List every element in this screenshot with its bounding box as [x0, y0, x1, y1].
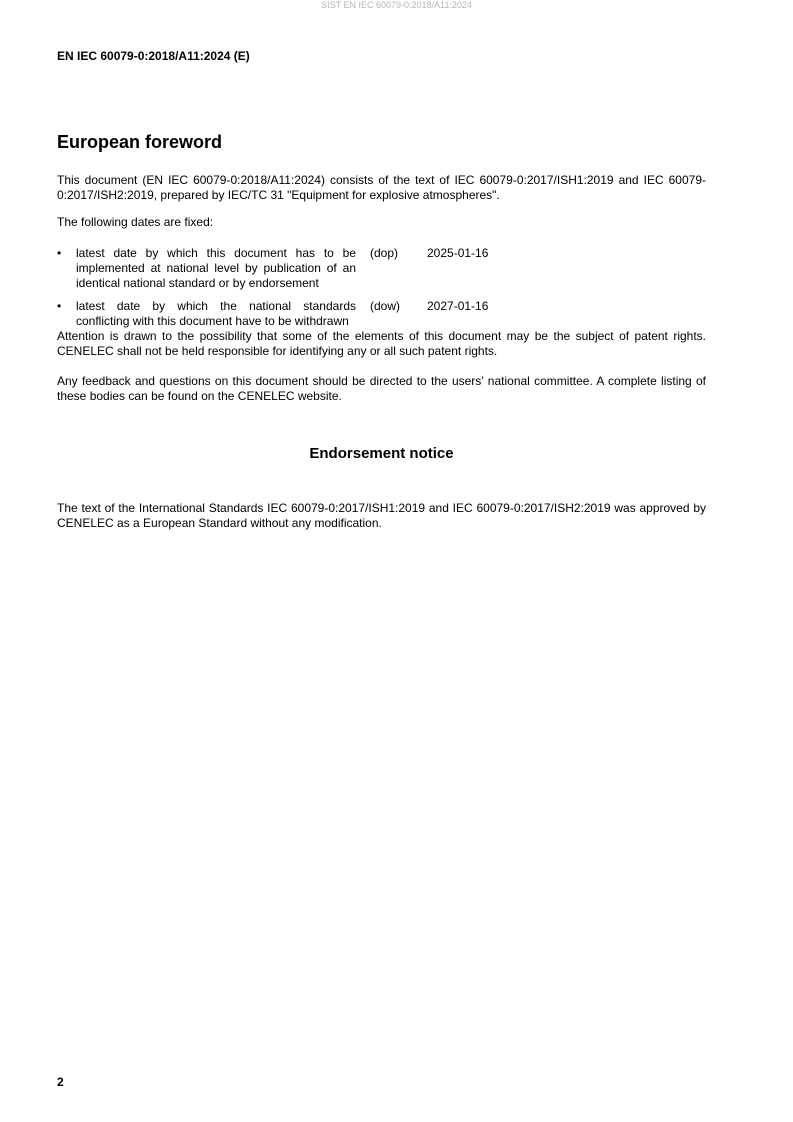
date-abbreviation: (dop): [370, 246, 399, 260]
feedback-paragraph: Any feedback and questions on this document should be directed to the users’ national committee. A complete listing of these bodies can be found on the CENELEC website.: [57, 374, 706, 403]
patent-attention-paragraph: Attention is drawn to the possibility that some of the elements of this document may be the subject of patent rights. CENELEC shall not be held responsible for identifying any or all such patent rights.: [57, 329, 706, 358]
endorsement-text: The text of the International Standards IEC 60079-0:2017/ISH1:2019 and IEC 60079-0:2017/ISH2:2019 was approved by CENELEC as a European Standard without any modification.: [57, 501, 706, 530]
watermark: SIST EN IEC 60079-0:2018/A11:2024: [321, 0, 472, 10]
date-value: 2025-01-16: [427, 246, 489, 260]
bullet: •: [57, 299, 62, 313]
foreword-intro: This document (EN IEC 60079-0:2018/A11:2024) consists of the text of IEC 60079-0:2017/ISH1:2019 and IEC 60079-0:2017/ISH2:2019, prepared by IEC/TC 31 "Equipment for explosive atmospheres".: [57, 173, 706, 202]
endorsement-title: Endorsement notice: [309, 445, 454, 462]
date-value: 2027-01-16: [427, 299, 489, 313]
page-body: [57, 131, 706, 531]
date-description: latest date by which this document has to be implemented at national level by publication of an identical national standard or by endorsement: [76, 246, 356, 290]
date-row-dop: [57, 246, 706, 291]
date-row-dow: [57, 299, 706, 329]
page-number: 2: [57, 1075, 64, 1089]
dates-list: [57, 246, 706, 329]
document-id-header: EN IEC 60079-0:2018/A11:2024 (E): [57, 49, 250, 63]
bullet: •: [57, 246, 62, 260]
foreword-title: European foreword: [57, 132, 223, 152]
date-description: latest date by which the national standards conflicting with this document have to be withdrawn: [76, 299, 356, 328]
dates-intro: The following dates are fixed:: [57, 215, 214, 229]
date-abbreviation: (dow): [370, 299, 401, 313]
